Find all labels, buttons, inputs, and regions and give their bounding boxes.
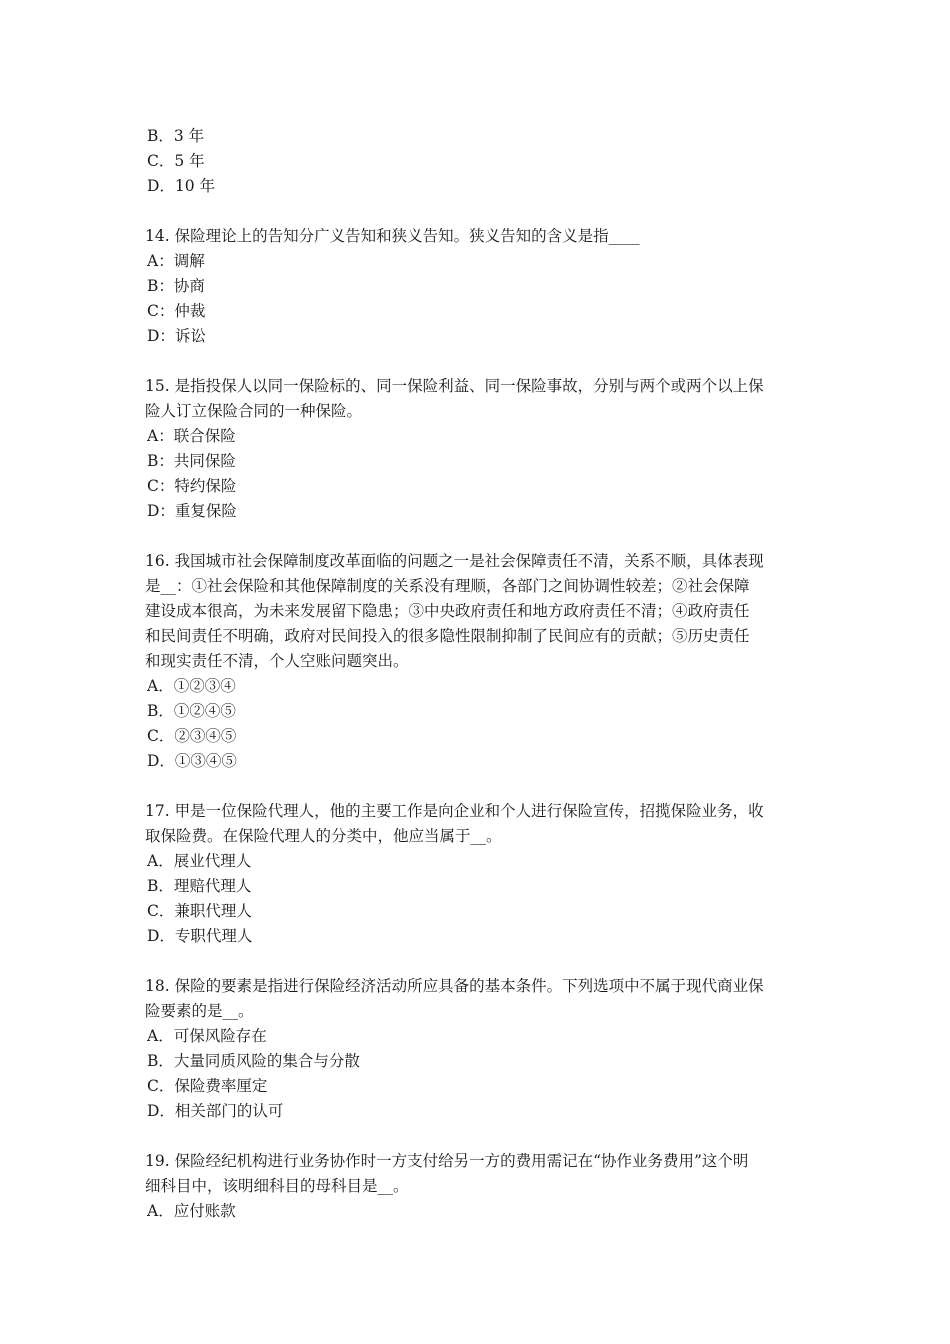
option-a: A．①②③④ bbox=[147, 677, 236, 695]
question-stem-line-1: 16. 我国城市社会保障制度改革面临的问题之一是社会保障责任不清，关系不顺，具体表现 bbox=[145, 552, 764, 570]
question-stem-line-5: 和现实责任不清，个人空账问题突出。 bbox=[145, 652, 409, 670]
option-c: C：特约保险 bbox=[147, 477, 237, 495]
option-a: A．应付账款 bbox=[147, 1202, 236, 1220]
option-c: C．保险费率厘定 bbox=[147, 1077, 268, 1095]
option-a: A．展业代理人 bbox=[147, 852, 252, 870]
question-stem-line-2: 是__：①社会保险和其他保障制度的关系没有理顺，各部门之间协调性较差；②社会保障 bbox=[145, 577, 750, 595]
option-b: B．大量同质风险的集合与分散 bbox=[147, 1052, 360, 1070]
option-b: B．①②④⑤ bbox=[147, 702, 236, 720]
question-stem-line-2: 取保险费。在保险代理人的分类中，他应当属于__。 bbox=[145, 827, 502, 845]
question-17 bbox=[145, 799, 810, 949]
question-stem-line-1: 18. 保险的要素是指进行保险经济活动所应具备的基本条件。下列选项中不属于现代商业保 bbox=[145, 977, 764, 995]
question-18 bbox=[145, 974, 810, 1124]
question-19 bbox=[145, 1149, 810, 1224]
question-stem-line-1: 19. 保险经纪机构进行业务协作时一方支付给另一方的费用需记在“协作业务费用”这个明 bbox=[145, 1152, 749, 1170]
option-c: C：仲裁 bbox=[147, 302, 206, 320]
question-stem: 14. 保险理论上的告知分广义告知和狭义告知。狭义告知的含义是指____ bbox=[145, 227, 640, 245]
option-b: B：共同保险 bbox=[147, 452, 236, 470]
option-c: C．5 年 bbox=[147, 152, 205, 170]
option-a: A：调解 bbox=[147, 252, 205, 270]
option-a: A．可保风险存在 bbox=[147, 1027, 267, 1045]
question-stem-line-3: 建设成本很高，为未来发展留下隐患；③中央政府责任和地方政府责任不清；④政府责任 bbox=[145, 602, 750, 620]
option-d: D．①③④⑤ bbox=[147, 752, 237, 770]
question-13-tail bbox=[145, 124, 810, 199]
option-d: D：诉讼 bbox=[147, 327, 206, 345]
option-a: A：联合保险 bbox=[147, 427, 236, 445]
question-stem-line-4: 和民间责任不明确，政府对民间投入的很多隐性限制抑制了民间应有的贡献；⑤历史责任 bbox=[145, 627, 750, 645]
option-d: D．专职代理人 bbox=[147, 927, 253, 945]
question-stem-line-2: 细科目中，该明细科目的母科目是__。 bbox=[145, 1177, 409, 1195]
option-d: D：重复保险 bbox=[147, 502, 237, 520]
option-c: C．兼职代理人 bbox=[147, 902, 252, 920]
option-c: C．②③④⑤ bbox=[147, 727, 237, 745]
option-b: B．理赔代理人 bbox=[147, 877, 252, 895]
option-d: D．相关部门的认可 bbox=[147, 1102, 284, 1120]
document-page bbox=[145, 124, 810, 1224]
question-stem-line-2: 险人订立保险合同的一种保险。 bbox=[145, 402, 363, 420]
question-stem-line-2: 险要素的是__。 bbox=[145, 1002, 254, 1020]
option-b: B．3 年 bbox=[147, 127, 205, 145]
question-stem-line-1: 15. 是指投保人以同一保险标的、同一保险利益、同一保险事故，分别与两个或两个以上保 bbox=[145, 377, 764, 395]
option-b: B：协商 bbox=[147, 277, 205, 295]
question-14 bbox=[145, 224, 810, 349]
question-stem-line-1: 17. 甲是一位保险代理人，他的主要工作是向企业和个人进行保险宣传，招揽保险业务，收 bbox=[145, 802, 764, 820]
question-16 bbox=[145, 549, 810, 774]
option-d: D．10 年 bbox=[147, 177, 216, 195]
question-15 bbox=[145, 374, 810, 524]
